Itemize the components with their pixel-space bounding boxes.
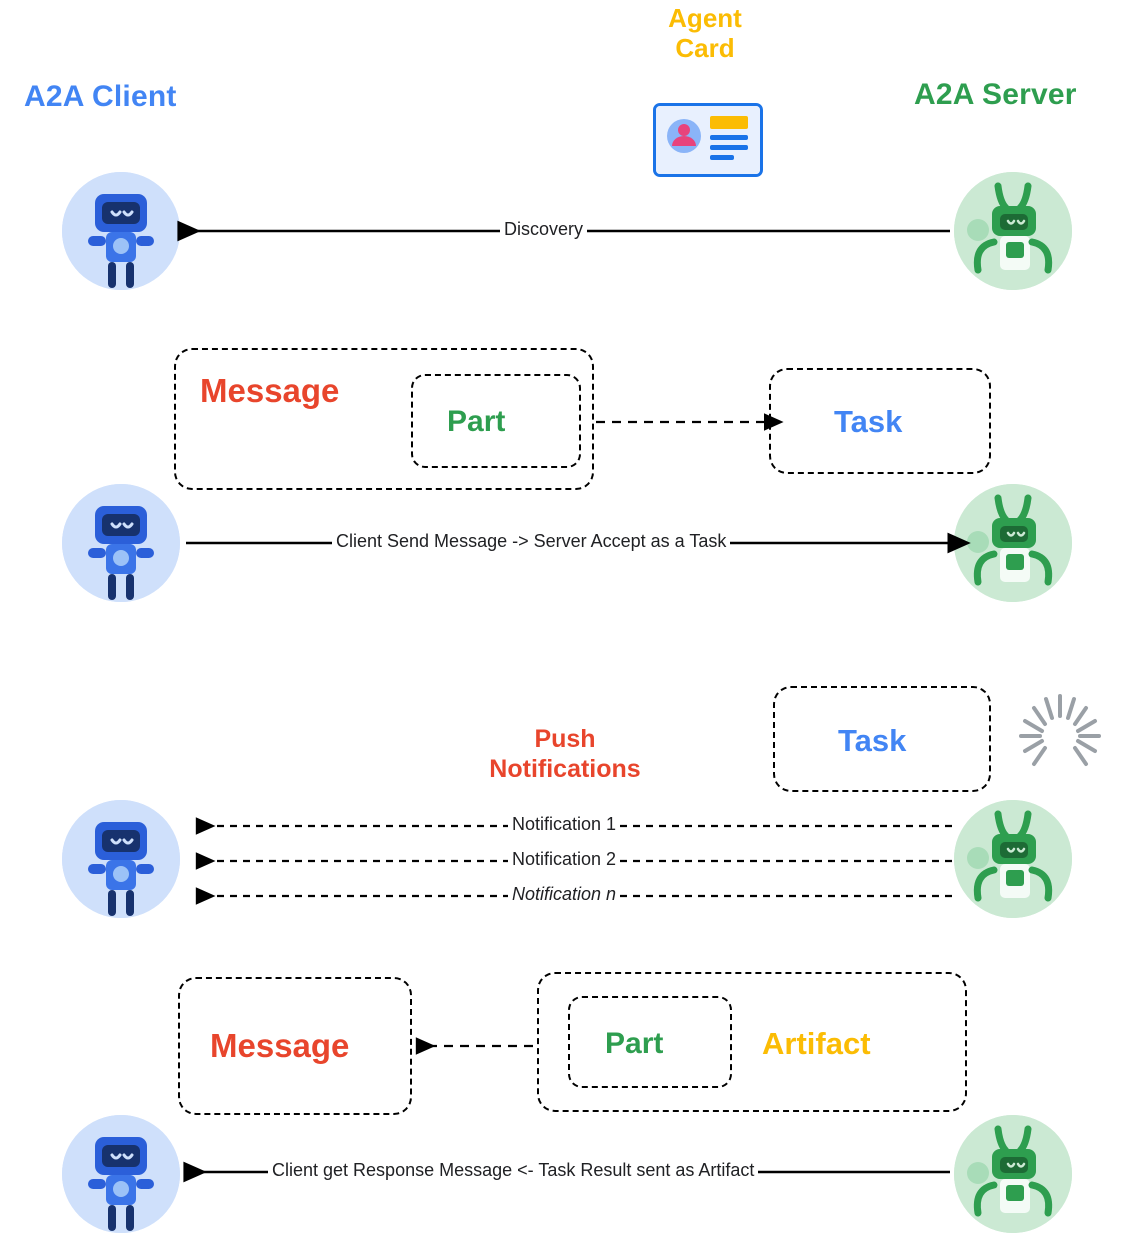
id-card-icon-svg (656, 106, 760, 174)
part-label-1: Part (447, 405, 506, 438)
discovery-arrow-label: Discovery (500, 219, 587, 240)
task-label-2: Task (838, 723, 907, 758)
server-robot-icon-3 (954, 800, 1072, 918)
artifact-label: Artifact (762, 1026, 871, 1061)
server-robot-icon-1 (954, 172, 1072, 290)
server-robot-icon-2 (954, 484, 1072, 602)
send-message-arrow-label: Client Send Message -> Server Accept as a Task (332, 531, 730, 552)
notification-n-label: Notification n (508, 884, 620, 905)
response-arrow-label: Client get Response Message <- Task Result sent as Artifact (268, 1160, 758, 1181)
loading-spinner-icon (1012, 688, 1108, 789)
client-robot-icon-1 (62, 172, 180, 290)
notification-1-label: Notification 1 (508, 814, 620, 835)
task-label-1: Task (834, 404, 903, 439)
client-robot-icon-3 (62, 800, 180, 918)
message-label-2: Message (210, 1027, 350, 1064)
push-notifications-label (450, 724, 680, 784)
notification-2-label: Notification 2 (508, 849, 620, 870)
agent-card-title-line1: Agent (668, 3, 742, 33)
message-label-1: Message (200, 372, 340, 409)
push-notifications-line1: Push (534, 725, 596, 753)
part-label-2: Part (605, 1027, 664, 1060)
a2a-server-title: A2A Server (914, 78, 1077, 111)
push-notifications-line2: Notifications (489, 755, 641, 783)
client-robot-icon-2 (62, 484, 180, 602)
a2a-client-title: A2A Client (24, 80, 177, 113)
server-robot-icon-4 (954, 1115, 1072, 1233)
id-card-icon (653, 103, 763, 177)
client-robot-icon-4 (62, 1115, 180, 1233)
agent-card-title (625, 4, 785, 64)
agent-card-title-line2: Card (675, 32, 735, 63)
